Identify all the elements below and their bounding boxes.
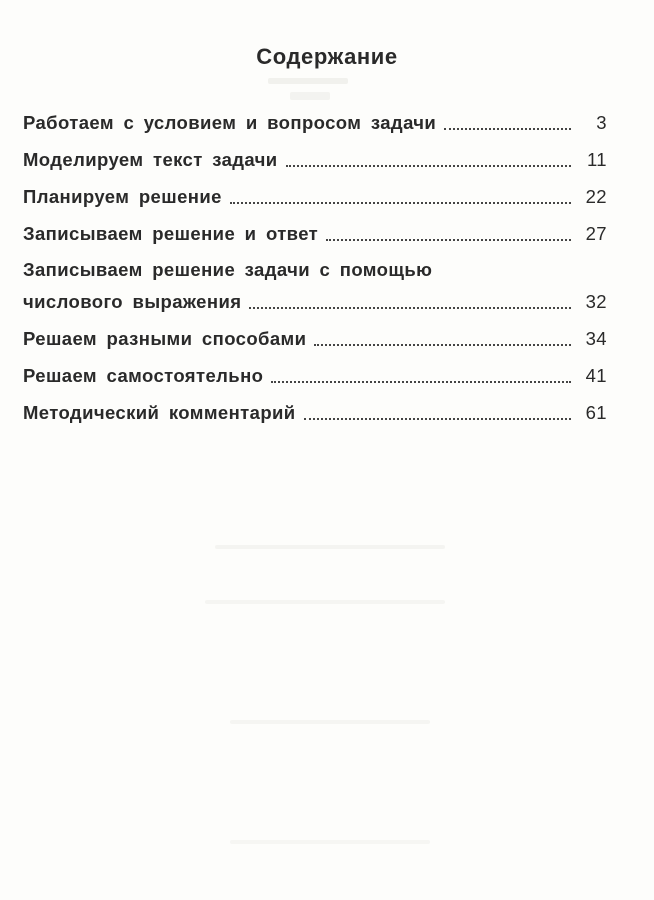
bleed-through-mark	[215, 545, 445, 549]
toc-page-number: 61	[585, 402, 607, 423]
toc-entry-title-line2: числового выражения	[23, 291, 242, 312]
toc-leader-dots	[326, 239, 571, 241]
toc-page-number: 34	[585, 328, 607, 349]
toc-entry[interactable]	[23, 400, 607, 426]
toc-entry[interactable]	[23, 326, 607, 352]
page-title: Содержание	[256, 44, 398, 69]
toc-page-number: 3	[596, 112, 607, 133]
toc-entry-title: Методический комментарий	[23, 402, 296, 423]
toc-page-number: 41	[585, 365, 607, 386]
toc-entry[interactable]	[23, 257, 607, 315]
bleed-through-mark	[230, 720, 430, 724]
toc-entry[interactable]	[23, 363, 607, 389]
toc-leader-dots	[304, 418, 571, 420]
toc-page-number: 32	[585, 291, 607, 312]
toc-entry[interactable]	[23, 221, 607, 247]
toc-leader-dots	[249, 307, 571, 309]
bleed-through-mark	[268, 78, 348, 84]
toc-leader-dots	[286, 165, 571, 167]
toc-page-number: 22	[585, 186, 607, 207]
bleed-through-mark	[230, 840, 430, 844]
toc-entry-title: Планируем решение	[23, 186, 222, 207]
toc-entry[interactable]	[23, 147, 607, 173]
toc-entry-title: Решаем разными способами	[23, 328, 307, 349]
table-of-contents	[23, 110, 607, 426]
toc-entry-title: Записываем решение и ответ	[23, 223, 319, 244]
bleed-through-mark	[290, 92, 330, 100]
toc-entry-title: Моделируем текст задачи	[23, 149, 278, 170]
toc-leader-dots	[271, 381, 571, 383]
toc-entry-title: Работаем с условием и вопросом задачи	[23, 112, 437, 133]
toc-leader-dots	[314, 344, 571, 346]
toc-page-number: 11	[586, 149, 607, 170]
toc-entry-title: Решаем самостоятельно	[23, 365, 264, 386]
bleed-through-mark	[205, 600, 445, 604]
toc-page-number: 27	[585, 223, 607, 244]
toc-entry[interactable]	[23, 184, 607, 210]
toc-entry-title-line1: Записываем решение задачи с помощью	[23, 259, 433, 280]
toc-leader-dots	[444, 128, 571, 130]
toc-entry[interactable]	[23, 110, 607, 136]
toc-leader-dots	[230, 202, 571, 204]
